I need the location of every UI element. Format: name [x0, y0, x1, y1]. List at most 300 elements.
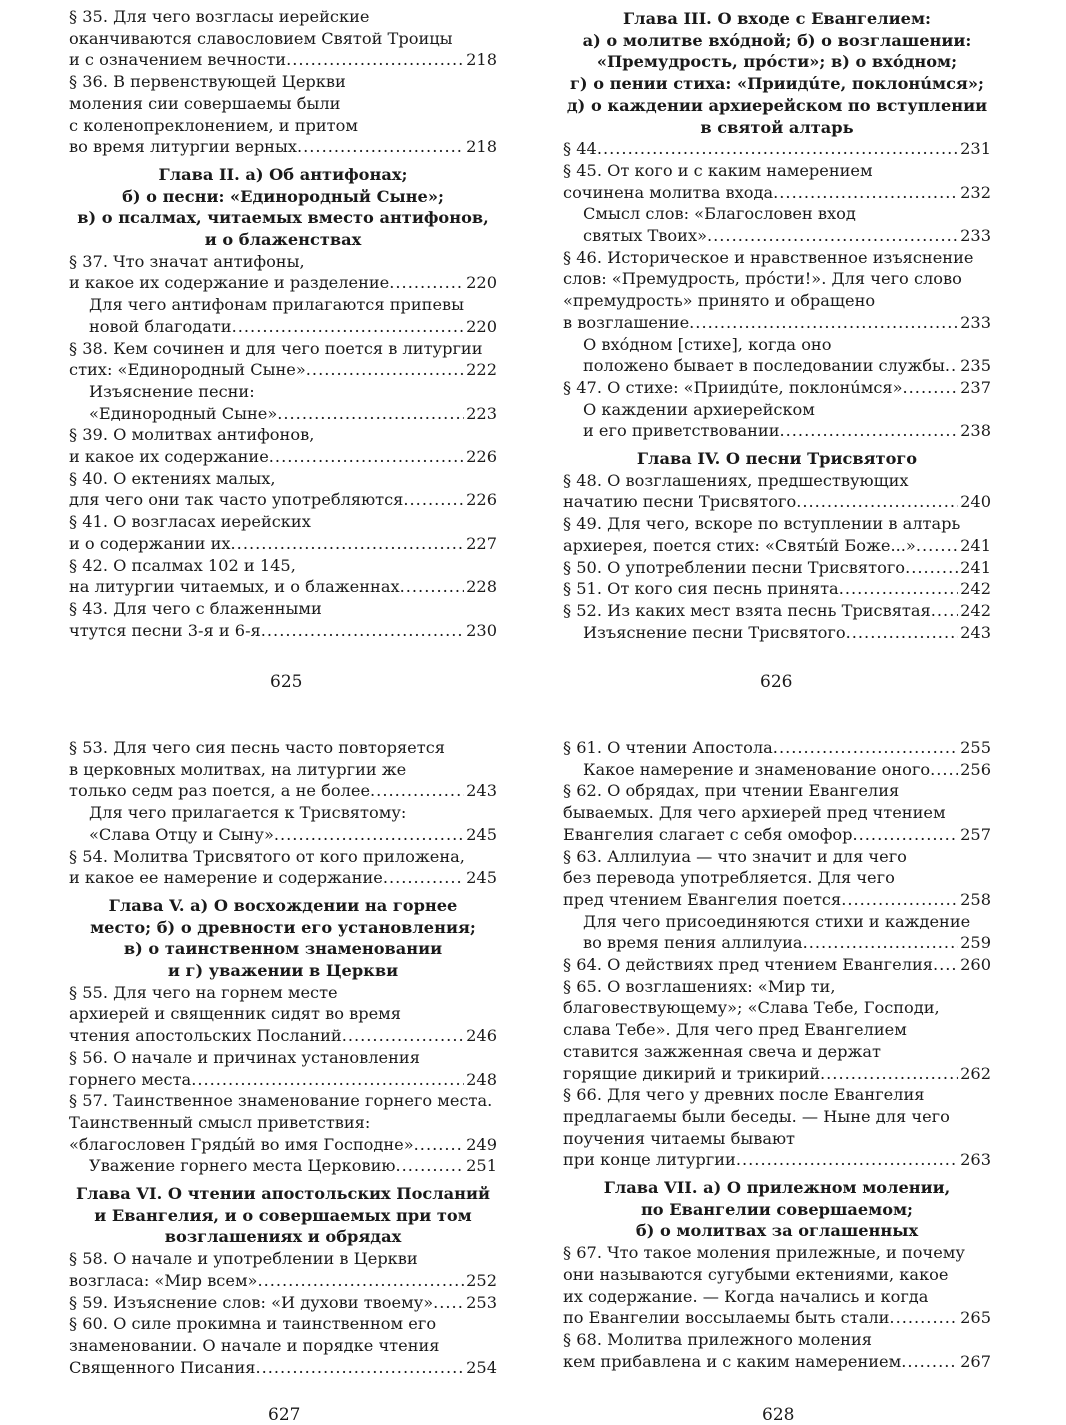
toc-entries [69, 1248, 497, 1378]
toc-entry-text: возгласа: «Мир всем» [69, 1270, 258, 1290]
chapter-heading [69, 895, 497, 982]
dot-leader [191, 1069, 464, 1091]
toc-entry-text: во время пения аллилуиа [583, 933, 803, 953]
chapter-heading-line: б) о молитвах за оглашенных [635, 1221, 919, 1241]
toc-page-number: 226 [466, 447, 497, 467]
toc-page-number: 226 [466, 490, 497, 510]
toc-page-number: 262 [960, 1063, 991, 1083]
toc-entry-text: Таинственный смысл приветствия: [69, 1112, 371, 1132]
toc-entries [563, 138, 991, 442]
toc-entry-text: § 48. О возглашениях, предшествующих [563, 470, 909, 490]
toc-line [69, 489, 497, 511]
toc-entry-text: § 57. Таинственное знаменование горнего места. [69, 1091, 493, 1111]
toc-entry-text: архиерей и священник сидят во время [69, 1004, 401, 1024]
toc-line [69, 555, 497, 577]
toc-line [563, 355, 991, 377]
dot-leader [945, 355, 958, 377]
toc-line [69, 6, 497, 28]
toc-line [69, 1292, 497, 1314]
toc-page-number: 223 [466, 403, 497, 423]
toc-line [69, 28, 497, 50]
toc-entry-text: § 41. О возгласах иерейских [69, 512, 311, 532]
toc-line [69, 1047, 497, 1069]
toc-line [563, 138, 991, 160]
toc-line [69, 338, 497, 360]
toc-line [69, 272, 497, 294]
toc-page-number: 235 [960, 356, 991, 376]
chapter-heading-line: «Премудрость, прóсти»; в) о вхóдном; [596, 52, 958, 72]
toc-entry-text: Для чего присоединяются стихи и каждение [583, 911, 971, 931]
toc-entry-text: § 56. О начале и причинах установления [69, 1047, 420, 1067]
toc-entry-text: и какое их содержание и разделение [69, 273, 390, 293]
page-628 [563, 737, 991, 1372]
toc-line [563, 377, 991, 399]
chapter-heading-line: Глава VI. О чтении апостольских Посланий [75, 1184, 491, 1204]
toc-page-number: 232 [960, 182, 991, 202]
toc-entry-text: сочинена молитва входа [563, 182, 774, 202]
toc-line [69, 1155, 497, 1177]
toc-entry-text: § 49. Для чего, вскоре по вступлении в алтарь [563, 514, 961, 534]
toc-page-number: 267 [960, 1351, 991, 1371]
dot-leader [277, 403, 464, 425]
dot-leader [433, 1292, 464, 1314]
toc-line [563, 846, 991, 868]
toc-line [69, 533, 497, 555]
toc-entry-text: § 39. О молитвах антифонов, [69, 425, 315, 445]
page-627 [69, 737, 497, 1378]
toc-entry-text: § 42. О псалмах 102 и 145, [69, 555, 296, 575]
toc-page-number: 257 [960, 824, 991, 844]
toc-entries [69, 251, 497, 642]
toc-entry-text: Уважение горнего места Церковию [89, 1156, 396, 1176]
toc-page-number: 246 [466, 1026, 497, 1046]
toc-line [563, 622, 991, 644]
toc-line [69, 136, 497, 158]
toc-page-number: 241 [960, 557, 991, 577]
toc-entry-text: по Евангелии воссылаемы быть стали [563, 1308, 890, 1328]
toc-page-number: 255 [960, 738, 991, 757]
toc-line [69, 424, 497, 446]
dot-leader [306, 359, 464, 381]
toc-page-number: 240 [960, 492, 991, 512]
chapter-heading-line: Глава III. О входе с Евангелием: [623, 9, 931, 28]
dot-leader [903, 377, 959, 399]
toc-entry-text: на литургии читаемых, и о блаженнах [69, 577, 400, 597]
toc-entry-text: § 40. О ектениях малых, [69, 468, 276, 488]
toc-entries [69, 6, 497, 158]
toc-page-number: 220 [466, 316, 497, 336]
toc-line [563, 225, 991, 247]
toc-line [563, 802, 991, 824]
chapter-heading-line: Глава II. а) Об антифонах; [158, 164, 408, 184]
toc-line [69, 802, 497, 824]
toc-line [69, 737, 497, 759]
toc-line [563, 1242, 991, 1264]
toc-entry-text: чтутся песни 3-я и 6-я [69, 620, 261, 640]
toc-entry-text: § 60. О силе прокимна и таинственном его [69, 1314, 437, 1334]
toc-page-number: 241 [960, 535, 991, 555]
toc-line [69, 620, 497, 642]
toc-line [69, 1069, 497, 1091]
toc-line [563, 513, 991, 535]
dot-leader [773, 737, 958, 759]
toc-entry-text: чтения апостольских Посланий [69, 1026, 342, 1046]
toc-line [563, 1128, 991, 1150]
toc-entry-text: их содержание. — Когда начались и когда [563, 1286, 929, 1306]
toc-line [563, 420, 991, 442]
toc-line [563, 889, 991, 911]
toc-line [69, 93, 497, 115]
dot-leader [255, 1357, 464, 1379]
toc-entry-text: ставится зажженная свеча и держат [563, 1041, 881, 1061]
toc-page-number: 237 [960, 377, 991, 397]
dot-leader [261, 620, 464, 642]
toc-page-number: 222 [466, 360, 497, 380]
toc-page-number: 260 [960, 955, 991, 975]
toc-entry-text: святых Твоих» [583, 226, 707, 246]
dot-leader [841, 889, 958, 911]
toc-entry-text: оканчиваются славословием Святой Троицы [69, 28, 453, 48]
toc-entry-text: они называются сугубыми ектениями, какое [563, 1264, 949, 1284]
toc-line [563, 491, 991, 513]
chapter-heading-line: д) о каждении архиерейском по вступлении [566, 95, 988, 115]
dot-leader [905, 557, 958, 579]
toc-line [563, 976, 991, 998]
toc-entry-text: Какое намерение и знаменование оного [583, 759, 931, 779]
toc-entry-text: § 50. О употреблении песни Трисвятого [563, 557, 906, 577]
toc-entry-text: § 52. Из каких мест взята песнь Трисвятая [563, 600, 931, 620]
toc-line [563, 759, 991, 781]
toc-line [563, 867, 991, 889]
toc-line [563, 1149, 991, 1171]
toc-entry-text: слава Тебе». Для чего пред Евангелием [563, 1020, 907, 1040]
toc-line [563, 399, 991, 421]
chapter-heading [563, 448, 991, 470]
toc-line [563, 1351, 991, 1373]
toc-page-number: 231 [960, 139, 991, 159]
chapter-heading-line: в) о псалмах, читаемых вместо антифонов, [77, 208, 489, 228]
toc-entry-text: Изъяснение песни Трисвятого [583, 622, 846, 642]
toc-entry-text: при конце литургии [563, 1150, 736, 1170]
chapter-heading-line: Глава V. а) О восхождении на горнее [108, 895, 458, 915]
chapter-heading [69, 1183, 497, 1248]
toc-entry-text: пред чтением Евангелия поется [563, 889, 842, 909]
dot-leader [232, 316, 464, 338]
toc-line [69, 294, 497, 316]
toc-entries [563, 470, 991, 644]
chapter-heading-line: г) о пении стиха: «Приидúте, поклонúмся»; [570, 74, 984, 94]
toc-entry-text: «Слава Отцу и Сыну» [89, 824, 274, 844]
dot-leader [274, 824, 464, 846]
toc-entry-text: § 64. О действиях пред чтением Евангелия [563, 955, 933, 975]
dot-leader [400, 576, 464, 598]
toc-entry-text: стих: «Единородный Сыне» [69, 360, 306, 380]
toc-entry-text: новой благодати [89, 316, 232, 336]
toc-line [563, 1041, 991, 1063]
toc-entry-text: «Единородный Сыне» [89, 403, 278, 423]
toc-entry-text: Евангелия слагает с себя омофор [563, 824, 853, 844]
toc-entry-text: только седм раз поется, а не более [69, 781, 371, 801]
toc-entry-text: § 66. Для чего у древних после Евангелия [563, 1085, 925, 1105]
dot-leader [796, 491, 958, 513]
toc-entry-text: § 35. Для чего возгласы иерейские [69, 7, 370, 26]
toc-line [563, 268, 991, 290]
toc-page-number: 265 [960, 1308, 991, 1328]
toc-entry-text: § 61. О чтении Апостола [563, 738, 773, 757]
toc-line [563, 780, 991, 802]
toc-entry-text: § 55. Для чего на горнем месте [69, 982, 338, 1002]
toc-page-number: 238 [960, 421, 991, 441]
chapter-heading-line: и Евангелия, и о совершаемых при том [94, 1205, 472, 1225]
toc-line [69, 316, 497, 338]
toc-entry-text: «премудрость» принято и обращено [563, 291, 876, 311]
toc-entry-text: Для чего прилагается к Трисвятому: [89, 803, 407, 823]
toc-line [563, 954, 991, 976]
dot-leader [597, 138, 958, 160]
toc-entry-text: § 46. Историческое и нравственное изъяснение [563, 247, 974, 267]
toc-line [69, 1357, 497, 1379]
toc-entry-text: слов: «Премудрость, прóсти!». Для чего слово [563, 269, 962, 289]
toc-line [69, 251, 497, 273]
toc-entry-text: предлагаемы были беседы. — Ныне для чего [563, 1106, 950, 1126]
dot-leader [370, 780, 464, 802]
chapter-heading-line: место; б) о древности его установления; [90, 917, 476, 937]
toc-entry-text: Священного Писания [69, 1357, 256, 1377]
chapter-heading-line: в) о таинственном знаменовании [123, 939, 443, 959]
dot-leader [395, 1155, 464, 1177]
toc-entry-text: § 63. Аллилуиа — что значит и для чего [563, 846, 907, 866]
toc-line [69, 115, 497, 137]
dot-leader [901, 1351, 958, 1373]
toc-line [69, 1270, 497, 1292]
toc-entry-text: § 59. Изъяснение слов: «И духови твоему» [69, 1292, 434, 1312]
toc-entry-text: О каждении архиерейском [583, 399, 815, 419]
chapter-heading-line: в святой алтарь [700, 117, 854, 137]
toc-entry-text: положено бывает в последовании службы [583, 356, 945, 376]
toc-page-number: 254 [466, 1357, 497, 1377]
toc-line [563, 1019, 991, 1041]
chapter-heading-line: б) о песни: «Единородный Сыне»; [122, 186, 444, 206]
toc-page-number: 253 [466, 1292, 497, 1312]
toc-line [563, 997, 991, 1019]
toc-line [563, 470, 991, 492]
toc-page-number: 220 [466, 273, 497, 293]
dot-leader [889, 1307, 958, 1329]
dot-leader [689, 312, 958, 334]
toc-entry-text: во время литургии верных [69, 137, 297, 157]
toc-line [69, 759, 497, 781]
toc-line [563, 1264, 991, 1286]
toc-entry-text: поучения читаемы бывают [563, 1128, 796, 1148]
toc-line [563, 290, 991, 312]
toc-line [563, 203, 991, 225]
dot-leader [383, 867, 464, 889]
toc-line [69, 867, 497, 889]
dot-leader [803, 932, 959, 954]
toc-line [69, 359, 497, 381]
toc-line [563, 600, 991, 622]
toc-page-number: 258 [960, 889, 991, 909]
toc-entry-text: кем прибавлена и с каким намерением [563, 1351, 902, 1371]
dot-leader [231, 533, 465, 555]
toc-line [69, 403, 497, 425]
toc-line [563, 737, 991, 759]
toc-line [563, 1063, 991, 1085]
toc-line [563, 824, 991, 846]
toc-line [563, 1329, 991, 1351]
toc-entry-text: Для чего антифонам прилагаются припевы [89, 295, 465, 315]
toc-line [563, 312, 991, 334]
toc-line [563, 1307, 991, 1329]
dot-leader [780, 420, 959, 442]
toc-line [69, 1025, 497, 1047]
toc-line [563, 911, 991, 933]
toc-entry-text: и какое их содержание [69, 447, 269, 467]
toc-line [69, 511, 497, 533]
page-number: 625 [270, 672, 303, 692]
toc-entries [563, 737, 991, 1171]
toc-page-number: 228 [466, 577, 497, 597]
toc-line [69, 1248, 497, 1270]
toc-entry-text: в церковных молитвах, на литургии же [69, 759, 407, 779]
toc-line [69, 1003, 497, 1025]
dot-leader [403, 489, 464, 511]
toc-page-number: 263 [960, 1150, 991, 1170]
toc-line [69, 71, 497, 93]
toc-entry-text: § 38. Кем сочинен и для чего поется в литургии [69, 338, 483, 358]
dot-leader [342, 1025, 464, 1047]
toc-entry-text: Изъяснение песни: [89, 381, 255, 401]
dot-leader [773, 182, 958, 204]
toc-line [69, 846, 497, 868]
toc-page-number: 233 [960, 312, 991, 332]
toc-entry-text: в возглашение [563, 312, 690, 332]
toc-entry-text: § 45. От кого и с каким намерением [563, 160, 873, 180]
toc-entries [69, 982, 497, 1177]
toc-line [69, 468, 497, 490]
toc-entry-text: моления сии совершаемы были [69, 93, 341, 113]
toc-entry-text: и его приветствовании [583, 421, 780, 441]
toc-page-number: 233 [960, 226, 991, 246]
toc-entry-text: и с означением вечности [69, 50, 287, 70]
page-number: 627 [268, 1405, 301, 1425]
dot-leader [707, 225, 958, 247]
toc-entry-text: архиерея, поется стих: «Святы́й Боже...» [563, 535, 916, 555]
chapter-heading [563, 8, 991, 138]
dot-leader [930, 759, 958, 781]
toc-line [563, 247, 991, 269]
chapter-heading-line: по Евангелии совершаемом; [640, 1199, 914, 1219]
dot-leader [269, 446, 464, 468]
toc-line [69, 598, 497, 620]
chapter-heading [563, 1177, 991, 1242]
toc-line [69, 780, 497, 802]
chapter-heading-line: Глава VII. а) О прилежном молении, [603, 1178, 951, 1198]
toc-entry-text: без перевода употребляется. Для чего [563, 868, 895, 888]
chapter-heading-line: возглашениях и обрядах [164, 1227, 402, 1247]
toc-line [563, 932, 991, 954]
toc-page-number: 245 [466, 824, 497, 844]
toc-line [563, 182, 991, 204]
toc-line [563, 1286, 991, 1308]
toc-page-number: 218 [466, 137, 497, 157]
dot-leader [820, 1063, 958, 1085]
toc-entry-text: с коленопреклонением, и притом [69, 115, 358, 135]
page-number: 626 [760, 672, 793, 692]
dot-leader [297, 136, 464, 158]
toc-page-number: 243 [960, 622, 991, 642]
toc-line [563, 1084, 991, 1106]
toc-line [563, 160, 991, 182]
toc-line [563, 1106, 991, 1128]
toc-entry-text: и какое ее намерение и содержание [69, 868, 383, 888]
dot-leader [414, 1134, 464, 1156]
toc-page-number: 251 [466, 1156, 497, 1176]
toc-line [563, 578, 991, 600]
toc-line [69, 1134, 497, 1156]
toc-page-number: 256 [960, 759, 991, 779]
toc-entry-text: для чего они так часто употребляются [69, 490, 404, 510]
toc-page-number: 242 [960, 600, 991, 620]
dot-leader [933, 954, 958, 976]
toc-line [69, 576, 497, 598]
toc-entry-text: § 37. Что значат антифоны, [69, 251, 305, 271]
toc-entry-text: бываемых. Для чего архиерей пред чтением [563, 803, 946, 823]
toc-line [69, 381, 497, 403]
toc-entry-text: § 62. О обрядах, при чтении Евангелия [563, 781, 900, 801]
toc-entry-text: начатию песни Трисвятого [563, 492, 797, 512]
toc-entry-text: § 51. От кого сия песнь принята [563, 579, 839, 599]
toc-entry-text: § 43. Для чего с блаженными [69, 598, 322, 618]
toc-line [69, 1335, 497, 1357]
chapter-heading [69, 164, 497, 251]
dot-leader [931, 600, 958, 622]
dot-leader [916, 535, 958, 557]
toc-entry-text: § 36. В первенствующей Церкви [69, 72, 346, 92]
dot-leader [286, 49, 464, 71]
toc-page-number: 249 [466, 1134, 497, 1154]
toc-entry-text: § 58. О начале и употреблении в Церкви [69, 1249, 418, 1269]
toc-line [69, 446, 497, 468]
toc-entry-text: § 65. О возглашениях: «Мир ти, [563, 976, 836, 996]
page-625 [69, 6, 497, 641]
toc-entry-text: благовествующему»; «Слава Тебе, Господи, [563, 998, 940, 1018]
toc-page-number: 259 [960, 933, 991, 953]
toc-entry-text: § 67. Что такое моления прилежные, и почему [563, 1243, 965, 1263]
toc-entry-text: § 47. О стихе: «Приидúте, поклонúмся» [563, 377, 903, 397]
toc-page-number: 218 [466, 50, 497, 70]
toc-line [563, 535, 991, 557]
dot-leader [839, 578, 958, 600]
toc-entry-text: знаменовании. О начале и порядке чтения [69, 1335, 440, 1355]
toc-page-number: 227 [466, 533, 497, 553]
dot-leader [257, 1270, 464, 1292]
toc-entry-text: Смысл слов: «Благословен вход [583, 204, 856, 224]
toc-entry-text: § 53. Для чего сия песнь часто повторяется [69, 738, 445, 757]
dot-leader [389, 272, 464, 294]
chapter-heading-line: а) о молитве вхóдной; б) о возглашении: [582, 30, 972, 50]
toc-page-number: 245 [466, 868, 497, 888]
toc-line [563, 334, 991, 356]
toc-entry-text: «благословен Гряды́й во имя Господне» [69, 1134, 414, 1154]
toc-entries [69, 737, 497, 889]
toc-entry-text: § 68. Молитва прилежного моления [563, 1329, 872, 1349]
dot-leader [846, 622, 958, 644]
toc-page-number: 243 [466, 781, 497, 801]
toc-line [69, 1090, 497, 1112]
toc-entry-text: § 44 [563, 139, 597, 159]
toc-line [69, 1313, 497, 1335]
